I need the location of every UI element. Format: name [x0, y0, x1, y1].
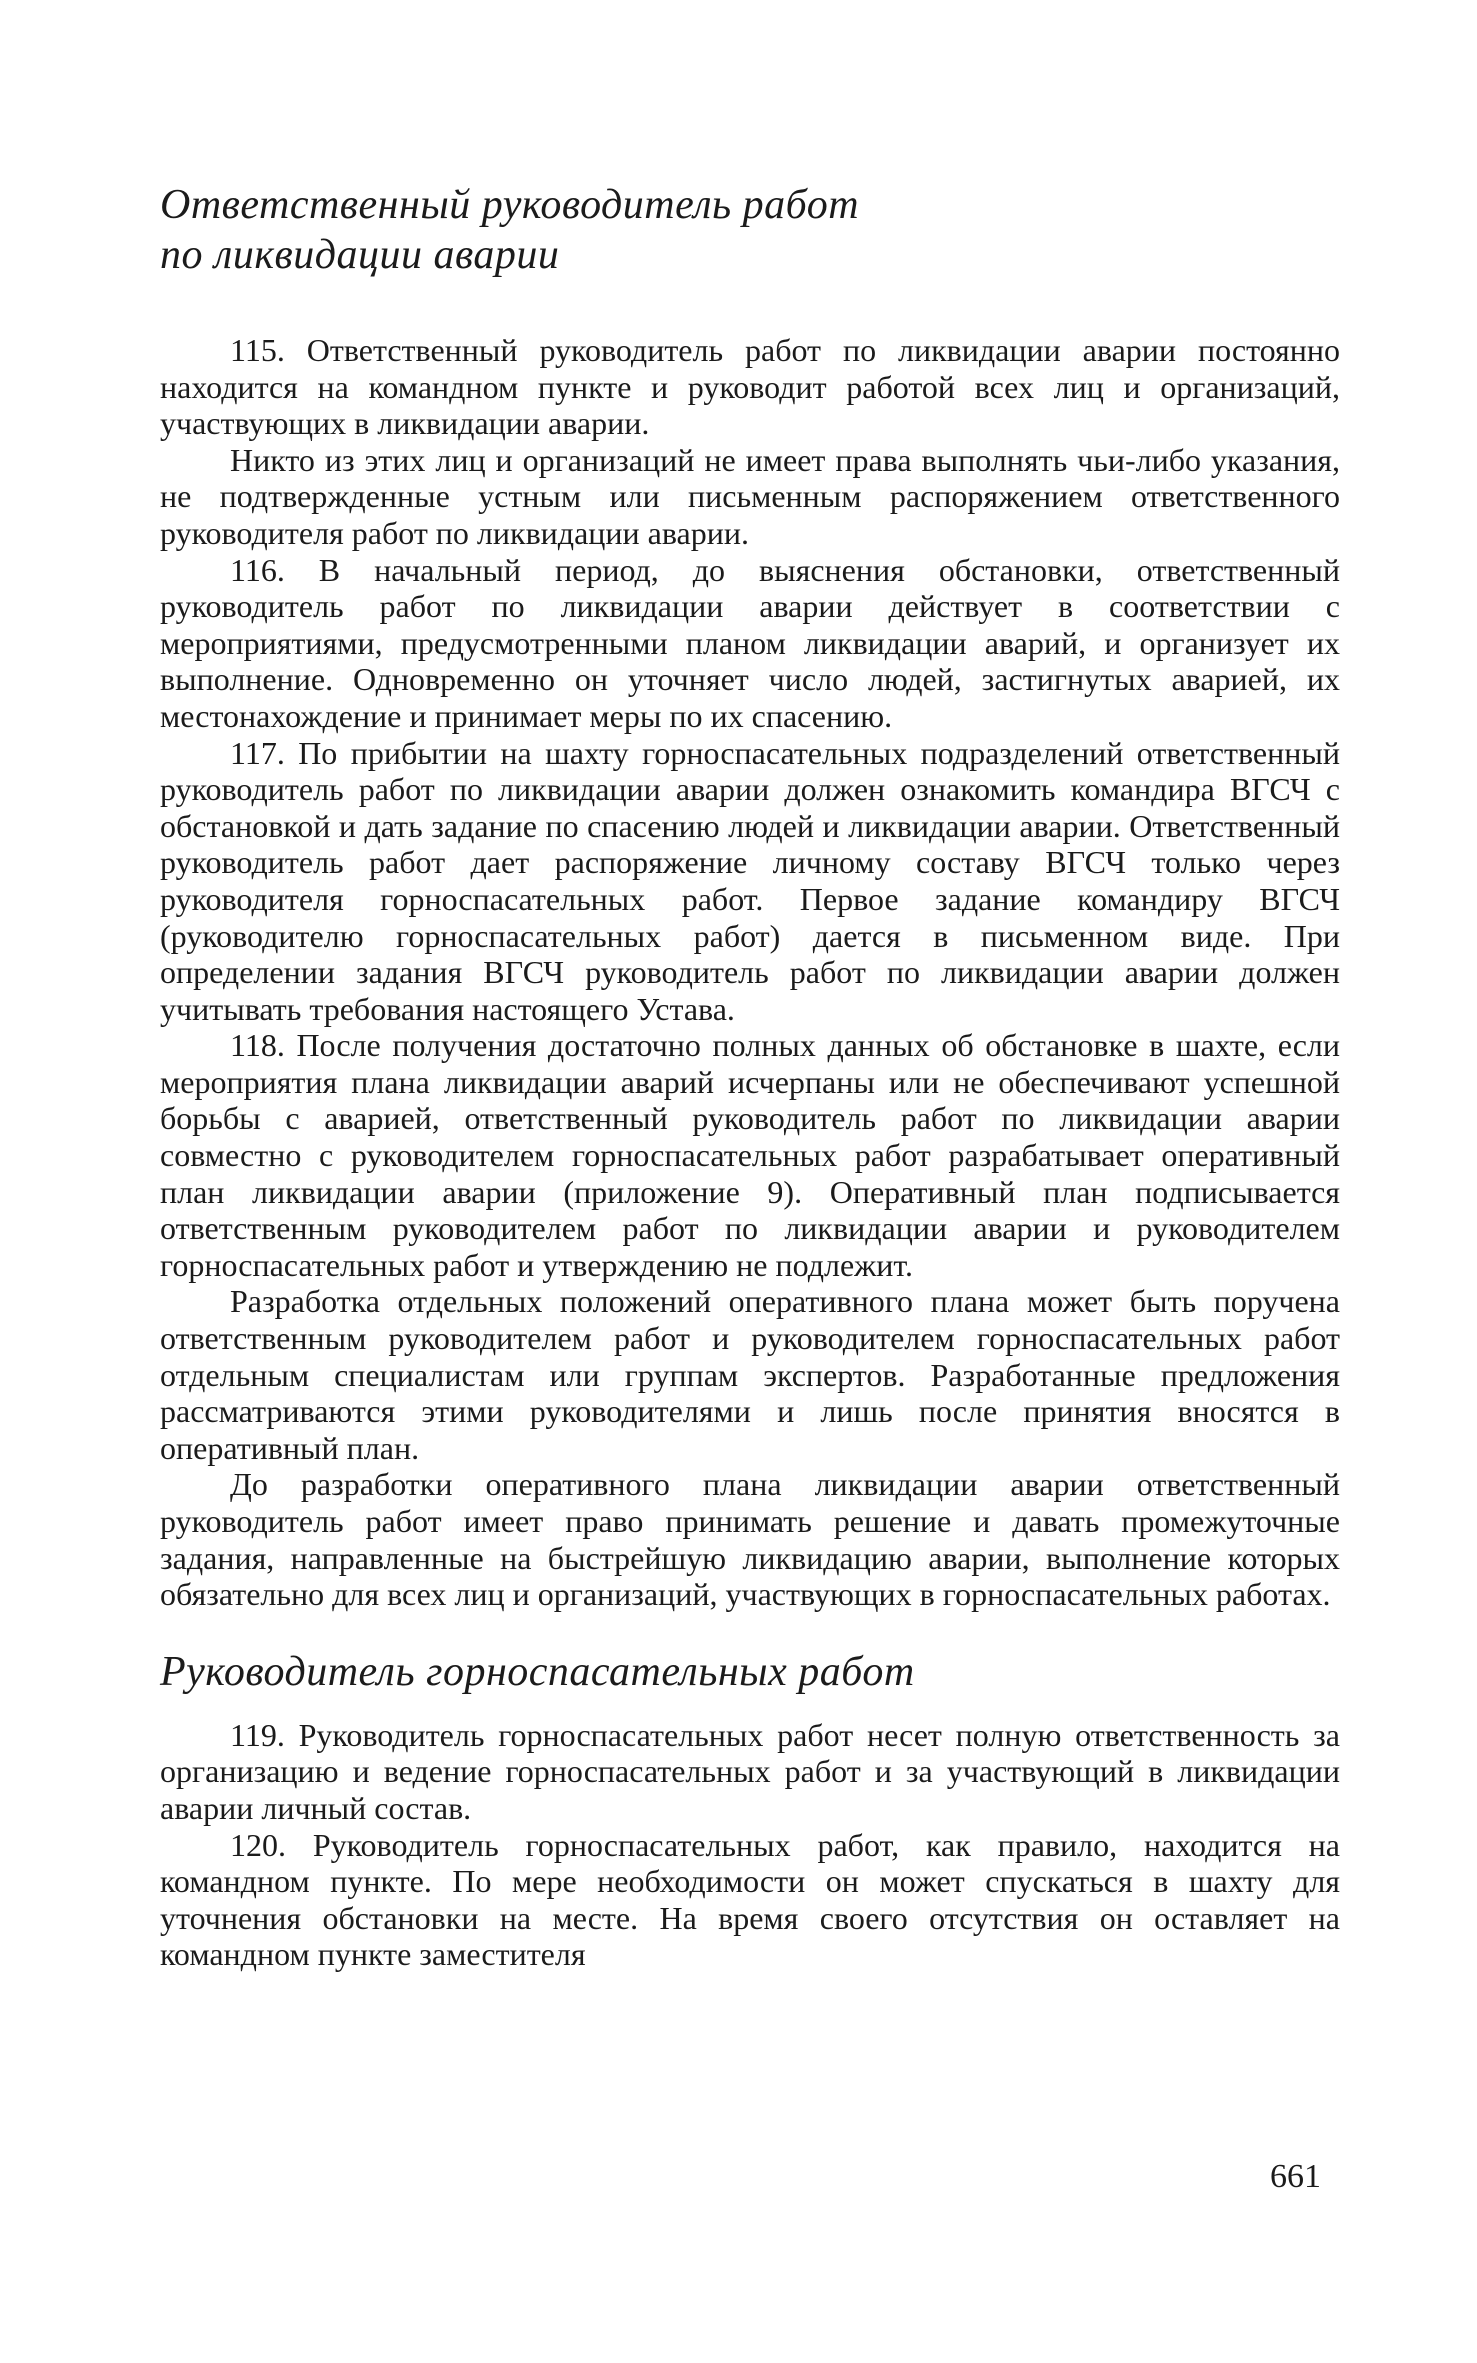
paragraph-117: 117. По прибытии на шахту горноспасательных подразделений ответственный руководитель работ по ликвидации аварии должен ознакомить командира ВГСЧ с обстановкой и дать задание по спасению людей и ликвидации аварии. Ответственный руководитель работ дает распоряжение личному составу ВГСЧ только через руководителя горноспасательных работ. Первое задание командиру ВГСЧ (руководителю горноспасательных работ) дается в письменном виде. При определении задания ВГСЧ руководитель работ по ликвидации аварии должен учитывать требования настоящего Устава.	[160, 734, 1340, 1027]
paragraph-118-interim: До разработки оперативного плана ликвидации аварии ответственный руководитель работ имеет право принимать решение и давать промежуточные задания, направленные на быстрейшую ликвидацию аварии, выполнение которых обязательно для всех лиц и организаций, участвующих в горноспасательных работах.	[160, 1466, 1340, 1613]
paragraph-115: 115. Ответственный руководитель работ по ликвидации аварии постоянно находится на командном пункте и руководит работой всех лиц и организаций, участвующих в ликвидации аварии.	[160, 332, 1340, 442]
section-title-responsible-manager	[160, 180, 1340, 280]
paragraph-116: 116. В начальный период, до выяснения обстановки, ответственный руководитель работ по ликвидации аварии действует в соответствии с мероприятиями, предусмотренными планом ликвидации аварий, и организует их выполнение. Одновременно он уточняет число людей, застигнутых аварией, их местонахождение и принимает меры по их спасению.	[160, 551, 1340, 734]
paragraph-120: 120. Руководитель горноспасательных работ, как правило, находится на командном пункте. По мере необходимости он может спускаться в шахту для уточнения обстановки на месте. На время своего отсутствия он оставляет на командном пункте заместителя	[160, 1826, 1340, 1973]
section-title-line-1: Ответственный руководитель работ	[160, 182, 860, 228]
page-content	[160, 180, 1340, 1973]
page-number: 661	[1270, 2158, 1321, 2195]
paragraph-115-continued: Никто из этих лиц и организаций не имеет права выполнять чьи-либо указания, не подтвержденные устным или письменным распоряжением ответственного руководителя работ по ликвидации аварии.	[160, 441, 1340, 551]
paragraph-119: 119. Руководитель горноспасательных работ несет полную ответственность за организацию и ведение горноспасательных работ и за участвующий в ликвидации аварии личный состав.	[160, 1716, 1340, 1826]
paragraph-118-development: Разработка отдельных положений оперативного плана может быть поручена ответственным руководителем работ и руководителем горноспасательных работ отдельным специалистам или группам экспертов. Разработанные предложения рассматриваются этими руководителями и лишь после принятия вносятся в оперативный план.	[160, 1283, 1340, 1466]
paragraph-118: 118. После получения достаточно полных данных об обстановке в шахте, если мероприятия плана ликвидации аварий исчерпаны или не обеспечивают успешной борьбы с аварией, ответственный руководитель работ по ликвидации аварии совместно с руководителем горноспасательных работ разрабатывает оперативный план ликвидации аварии (приложение 9). Оперативный план подписывается ответственным руководителем работ по ликвидации аварии и руководителем горноспасательных работ и утверждению не подлежит.	[160, 1027, 1340, 1283]
section-title-line-2: по ликвидации аварии	[160, 232, 560, 278]
section-title-rescue-manager: Руководитель горноспасательных работ	[160, 1648, 915, 1695]
